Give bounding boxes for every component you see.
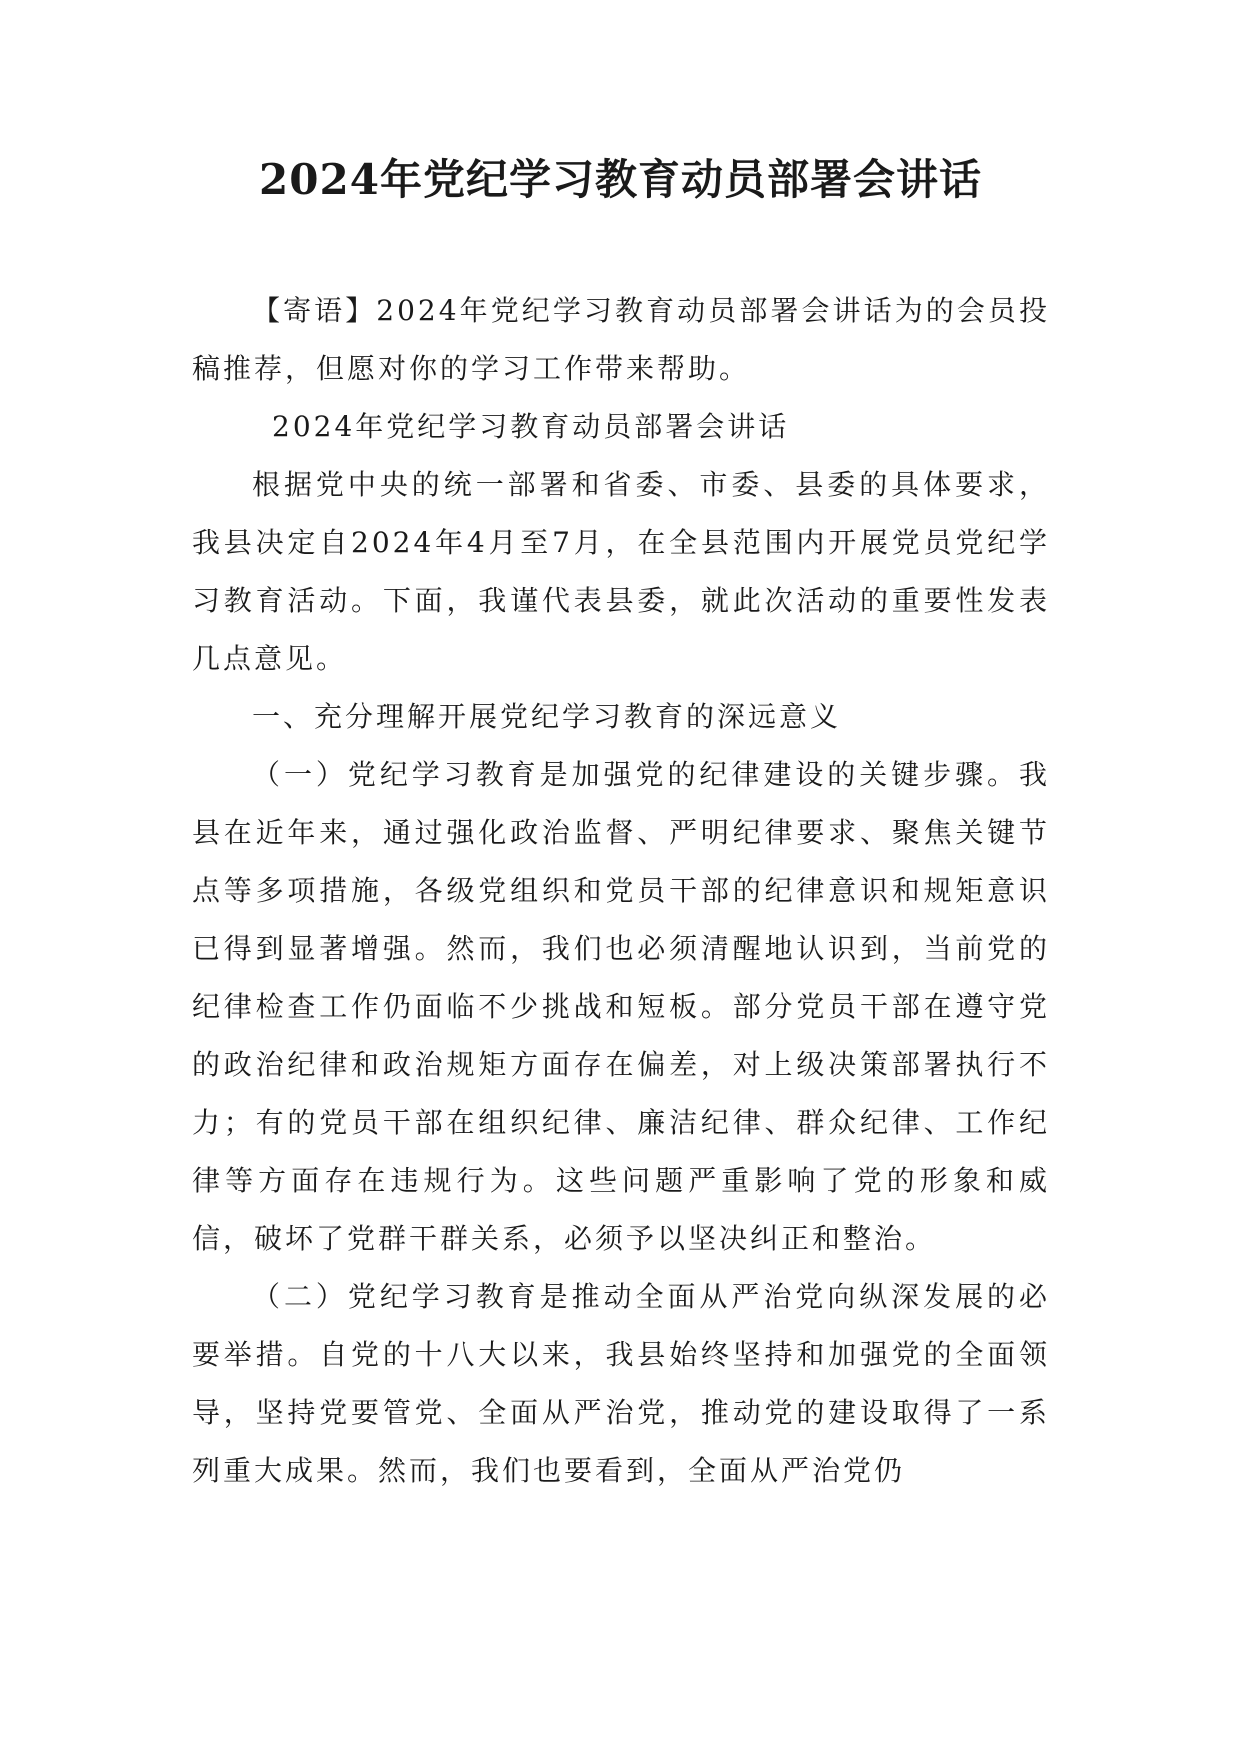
document-body — [192, 282, 1050, 1500]
body-paragraph-2: （二）党纪学习教育是推动全面从严治党向纵深发展的必要举措。自党的十八大以来，我县始终坚持和加强党的全面领导，坚持党要管党、全面从严治党，推动党的建设取得了一系列重大成果。然而，我们也要看到，全面从严治党仍 — [192, 1280, 1050, 1487]
speech-subtitle: 2024年党纪学习教育动员部署会讲话 — [272, 410, 790, 443]
section-heading-1: 一、充分理解开展党纪学习教育的深远意义 — [252, 700, 842, 733]
intro-paragraph: 根据党中央的统一部署和省委、市委、县委的具体要求，我县决定自2024年4月至7月，在全县范围内开展党员党纪学习教育活动。下面，我谨代表县委，就此次活动的重要性发表几点意见。 — [192, 468, 1050, 675]
body-paragraph-1: （一）党纪学习教育是加强党的纪律建设的关键步骤。我县在近年来，通过强化政治监督、严明纪律要求、聚焦关键节点等多项措施，各级党组织和党员干部的纪律意识和规矩意识已得到显著增强。然而，我们也必须清醒地认识到，当前党的纪律检查工作仍面临不少挑战和短板。部分党员干部在遵守党的政治纪律和政治规矩方面存在偏差，对上级决策部署执行不力；有的党员干部在组织纪律、廉洁纪律、群众纪律、工作纪律等方面存在违规行为。这些问题严重影响了党的形象和威信，破坏了党群干群关系，必须予以坚决纠正和整治。 — [192, 758, 1050, 1255]
foreword-paragraph: 【寄语】2024年党纪学习教育动员部署会讲话为的会员投稿推荐，但愿对你的学习工作带来帮助。 — [192, 294, 1050, 385]
document-title: 2024年党纪学习教育动员部署会讲话 — [259, 155, 982, 204]
